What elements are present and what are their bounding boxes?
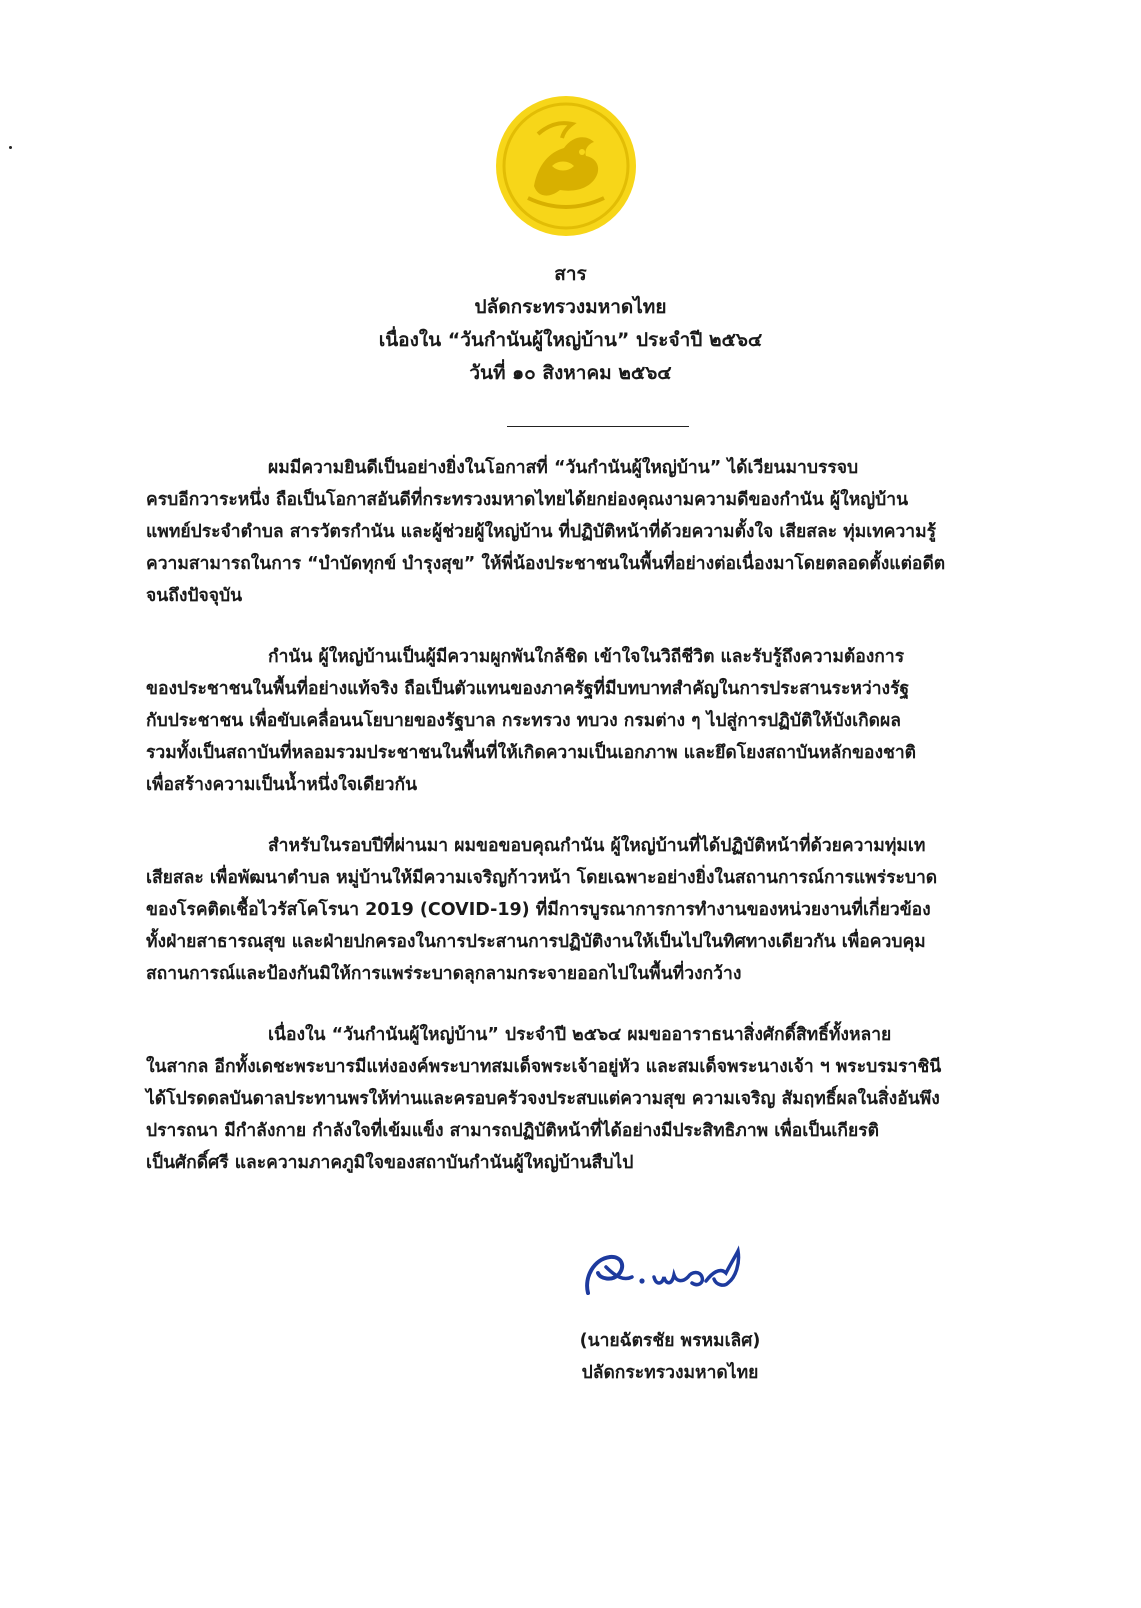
paragraph-line: ได้โปรดดลบันดาลประทานพรให้ท่านและครอบครัวจงประสบแต่ความสุข ความเจริญ สัมฤทธิ์ผลในสิ่งอันพึง [146, 1089, 940, 1109]
paragraph-line: ของประชาชนในพื้นที่อย่างแท้จริง ถือเป็นตัวแทนของภาครัฐที่มีบทบาทสำคัญในการประสานระหว่างรัฐ [146, 679, 910, 699]
paragraph-line: จนถึงปัจจุบัน [146, 586, 243, 606]
letter-body [146, 452, 1021, 1208]
heading-divider [507, 426, 689, 427]
paragraph-line: ทั้งฝ่ายสาธารณสุข และฝ่ายปกครองในการประสานการปฏิบัติงานให้เป็นไปในทิศทางเดียวกัน เพื่อควบคุม [146, 932, 926, 952]
paragraph-line: ในสากล อีกทั้งเดชะพระบารมีแห่งองค์พระบาทสมเด็จพระเจ้าอยู่หัว และสมเด็จพระนางเจ้า ฯ พระบรมราชินี [146, 1057, 942, 1077]
signatory-position: ปลัดกระทรวงมหาดไทย [581, 1363, 759, 1383]
paragraph-line: เป็นศักดิ์ศรี และความภาคภูมิใจของสถาบันกำนันผู้ใหญ่บ้านสืบไป [146, 1153, 634, 1173]
heading-title: สาร [554, 263, 587, 285]
paragraph-3 [146, 830, 1021, 990]
paragraph-4 [146, 1019, 1021, 1179]
paragraph-line: ครบอีกวาระหนึ่ง ถือเป็นโอกาสอันดีที่กระทรวงมหาดไทยได้ยกย่องคุณงามความดีของกำนัน ผู้ใหญ่บ้าน [146, 490, 909, 510]
heading-sender: ปลัดกระทรวงมหาดไทย [474, 296, 667, 318]
paragraph-line: ความสามารถในการ “บำบัดทุกข์ บำรุงสุข” ให้พี่น้องประชาชนในพื้นที่อย่างต่อเนื่องมาโดยตลอดตั้งแต่อดีต [146, 554, 946, 574]
paragraph-line: สถานการณ์และป้องกันมิให้การแพร่ระบาดลุกลามกระจายออกไปในพื้นที่วงกว้าง [146, 964, 742, 984]
paragraph-line: สำหรับในรอบปีที่ผ่านมา ผมขอขอบคุณกำนัน ผู้ใหญ่บ้านที่ได้ปฏิบัติหน้าที่ด้วยความทุ่มเท [268, 836, 926, 856]
heading-occasion: เนื่องใน “วันกำนันผู้ใหญ่บ้าน” ประจำปี ๒๕๖๔ [378, 329, 763, 351]
paragraph-1 [146, 452, 1021, 612]
paragraph-line: แพทย์ประจำตำบล สารวัตรกำนัน และผู้ช่วยผู้ใหญ่บ้าน ที่ปฏิบัติหน้าที่ด้วยความตั้งใจ เสียสละ ทุ่มเทความรู้ [146, 522, 937, 542]
signatory-name: (นายฉัตรชัย พรหมเลิศ) [579, 1331, 761, 1351]
paragraph-2 [146, 641, 1021, 801]
paragraph-line: กับประชาชน เพื่อขับเคลื่อนนโยบายของรัฐบาล กระทรวง ทบวง กรมต่าง ๆ ไปสู่การปฏิบัติให้บังเกิดผล [146, 711, 902, 731]
handwritten-signature [576, 1237, 756, 1305]
paragraph-line: รวมทั้งเป็นสถาบันที่หลอมรวมประชาชนในพื้นที่ให้เกิดความเป็นเอกภาพ และยึดโยงสถาบันหลักของชาติ [146, 743, 917, 763]
paragraph-line: เสียสละ เพื่อพัฒนาตำบล หมู่บ้านให้มีความเจริญก้าวหน้า โดยเฉพาะอย่างยิ่งในสถานการณ์การแพร่ระบาด [146, 868, 938, 888]
paragraph-line: เพื่อสร้างความเป็นน้ำหนึ่งใจเดียวกัน [146, 775, 418, 795]
paragraph-line: ปรารถนา มีกำลังกาย กำลังใจที่เข้มแข็ง สามารถปฏิบัติหน้าที่ได้อย่างมีประสิทธิภาพ เพื่อเป็นเกียรติ [146, 1121, 879, 1141]
letter-heading [300, 258, 841, 390]
paragraph-line: ของโรคติดเชื้อไวรัสโคโรนา 2019 (COVID-19) ที่มีการบูรณาการการทำงานของหน่วยงานที่เกี่ยวข้อง [146, 900, 931, 920]
heading-date: วันที่ ๑๐ สิงหาคม ๒๕๖๔ [469, 362, 672, 384]
ministry-emblem-seal [494, 94, 638, 238]
signatory-block [550, 1325, 790, 1389]
paragraph-line: เนื่องใน “วันกำนันผู้ใหญ่บ้าน” ประจำปี ๒๕๖๔ ผมขออาราธนาสิ่งศักดิ์สิทธิ์ทั้งหลาย [268, 1025, 892, 1045]
paragraph-line: ผมมีความยินดีเป็นอย่างยิ่งในโอกาสที่ “วันกำนันผู้ใหญ่บ้าน” ได้เวียนมาบรรจบ [268, 458, 859, 478]
paragraph-line: กำนัน ผู้ใหญ่บ้านเป็นผู้มีความผูกพันใกล้ชิด เข้าใจในวิถีชีวิต และรับรู้ถึงความต้องการ [268, 647, 905, 667]
scan-speck [9, 146, 12, 149]
